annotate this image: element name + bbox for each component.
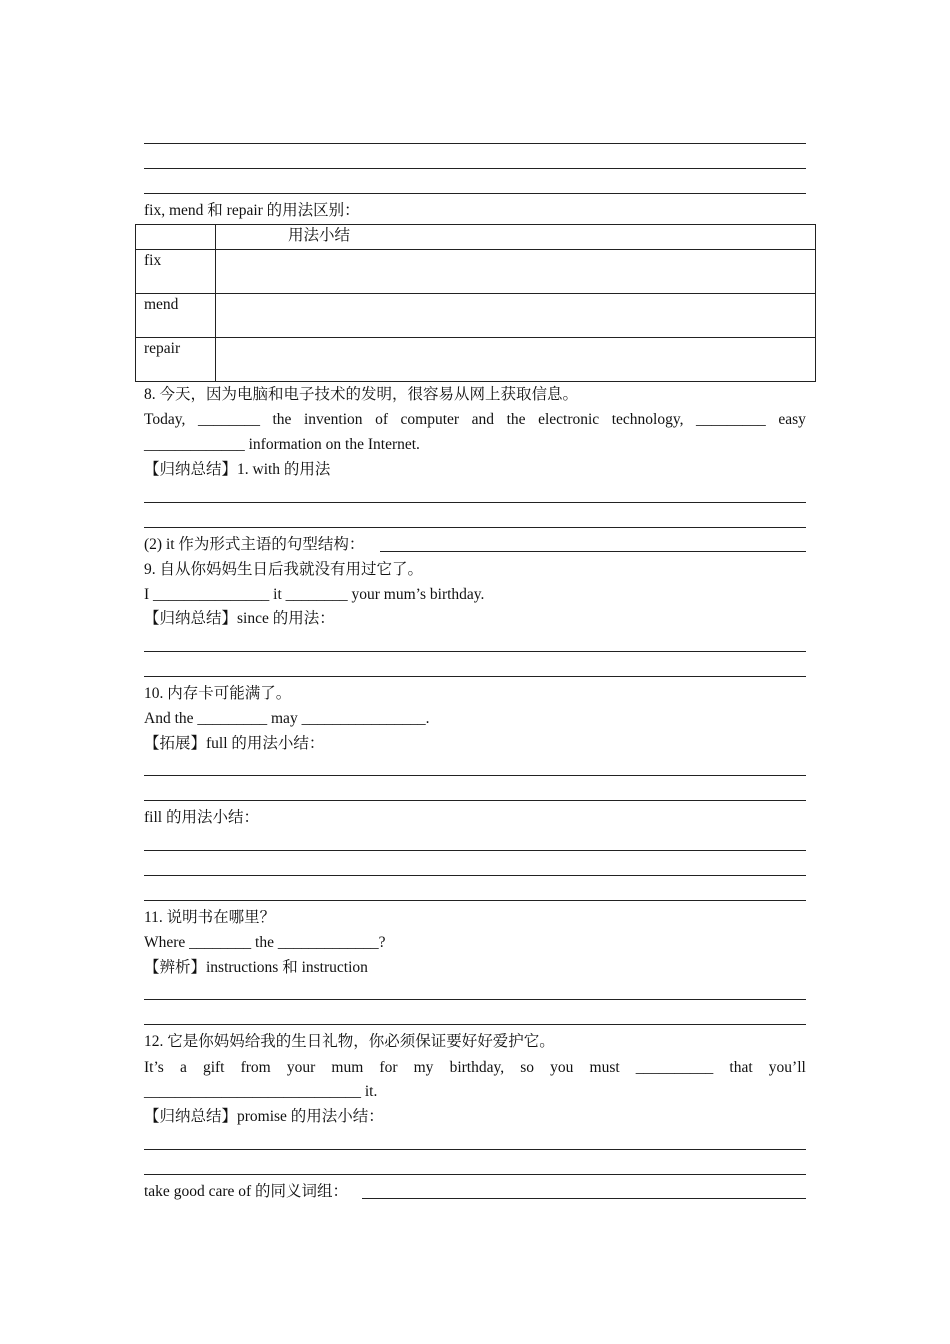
word: and bbox=[471, 411, 495, 428]
q8-english-line1 bbox=[144, 411, 806, 429]
answer-line[interactable] bbox=[144, 1149, 806, 1150]
word: your bbox=[286, 1059, 316, 1076]
synonym-label: take good care of 的同义词组： bbox=[144, 1183, 349, 1200]
table-row-content[interactable] bbox=[216, 338, 816, 382]
word: you bbox=[550, 1059, 574, 1076]
q10-expand: 【拓展】full 的用法小结： bbox=[144, 735, 325, 752]
word: the bbox=[506, 411, 526, 428]
word: that bbox=[729, 1059, 753, 1076]
fill-blank[interactable]: __________ bbox=[635, 1059, 714, 1076]
q10-english: And the _________ may ________________. bbox=[144, 710, 430, 727]
answer-line[interactable] bbox=[144, 193, 806, 194]
word: computer bbox=[400, 411, 460, 428]
fill-blank[interactable]: _________ bbox=[696, 411, 766, 428]
word: Today, bbox=[144, 411, 186, 428]
q8-english-line2 bbox=[144, 436, 420, 454]
answer-line[interactable] bbox=[144, 502, 806, 503]
q8-chinese: 8. 今天，因为电脑和电子技术的发明，很容易从网上获取信息。 bbox=[144, 386, 579, 403]
usage-table bbox=[135, 224, 816, 382]
table-row-word: repair bbox=[136, 338, 216, 382]
word: for bbox=[379, 1059, 398, 1076]
answer-line[interactable] bbox=[380, 551, 806, 552]
answer-line[interactable] bbox=[144, 1024, 806, 1025]
answer-line[interactable] bbox=[362, 1198, 806, 1199]
word: mum bbox=[331, 1059, 364, 1076]
q9-summary: 【归纳总结】since 的用法： bbox=[144, 610, 335, 627]
q9-english: I _______________ it ________ your mum’s birthday. bbox=[144, 586, 485, 603]
fill-blank[interactable]: ____________________________ bbox=[144, 1083, 361, 1100]
q12-synonym bbox=[144, 1183, 348, 1201]
word: birthday, bbox=[449, 1059, 505, 1076]
answer-line[interactable] bbox=[144, 1174, 806, 1175]
answer-line[interactable] bbox=[144, 999, 806, 1000]
table-row-content[interactable] bbox=[216, 294, 816, 338]
q10-fill: fill 的用法小结： bbox=[144, 809, 259, 826]
word: electronic bbox=[538, 411, 600, 428]
table-row-content[interactable] bbox=[216, 250, 816, 294]
word: so bbox=[520, 1059, 535, 1076]
q12-english-line2 bbox=[144, 1083, 377, 1101]
fill-blank[interactable]: _____________ bbox=[144, 436, 245, 453]
word: It’s bbox=[144, 1059, 164, 1076]
answer-line[interactable] bbox=[144, 800, 806, 801]
word: technology, bbox=[611, 411, 684, 428]
answer-line[interactable] bbox=[144, 527, 806, 528]
answer-line[interactable] bbox=[144, 676, 806, 677]
q12-chinese: 12. 它是你妈妈给我的生日礼物，你必须保证要好好爱护它。 bbox=[144, 1033, 555, 1050]
answer-line[interactable] bbox=[144, 900, 806, 901]
word: easy bbox=[778, 411, 806, 428]
worksheet-page bbox=[144, 0, 806, 1344]
word: my bbox=[413, 1059, 434, 1076]
word: must bbox=[589, 1059, 620, 1076]
table-row-word: mend bbox=[136, 294, 216, 338]
compare-title: fix, mend 和 repair 的用法区别： bbox=[144, 202, 360, 219]
q9-chinese: 9. 自从你妈妈生日后我就没有用过它了。 bbox=[144, 561, 424, 578]
answer-line[interactable] bbox=[144, 875, 806, 876]
word: of bbox=[375, 411, 388, 428]
q10-chinese: 10. 内存卡可能满了。 bbox=[144, 685, 292, 702]
fill-blank[interactable]: ________ bbox=[197, 411, 260, 428]
word: from bbox=[240, 1059, 271, 1076]
word: you’ll bbox=[768, 1059, 806, 1076]
q8-summary: 【归纳总结】1. with 的用法 bbox=[144, 461, 331, 478]
q12-english-line1 bbox=[144, 1059, 806, 1077]
table-header-empty bbox=[136, 225, 216, 250]
word: a bbox=[179, 1059, 187, 1076]
sentence-text: information on the Internet. bbox=[244, 436, 420, 453]
q11-analysis: 【辨析】instructions 和 instruction bbox=[144, 959, 368, 976]
answer-line[interactable] bbox=[144, 168, 806, 169]
q8-sub2 bbox=[144, 536, 364, 554]
q11-english: Where ________ the _____________? bbox=[144, 934, 386, 951]
answer-line[interactable] bbox=[144, 775, 806, 776]
sub2-label: (2) it 作为形式主语的句型结构： bbox=[144, 536, 365, 553]
table-row-word: fix bbox=[136, 250, 216, 294]
q12-summary: 【归纳总结】promise 的用法小结： bbox=[144, 1108, 384, 1125]
word: invention bbox=[303, 411, 363, 428]
answer-line[interactable] bbox=[144, 651, 806, 652]
word: the bbox=[272, 411, 292, 428]
q11-chinese: 11. 说明书在哪里？ bbox=[144, 909, 276, 926]
word: gift bbox=[202, 1059, 225, 1076]
sentence-text: it. bbox=[361, 1083, 378, 1100]
answer-line[interactable] bbox=[144, 850, 806, 851]
answer-line[interactable] bbox=[144, 143, 806, 144]
table-header: 用法小结 bbox=[216, 225, 816, 250]
